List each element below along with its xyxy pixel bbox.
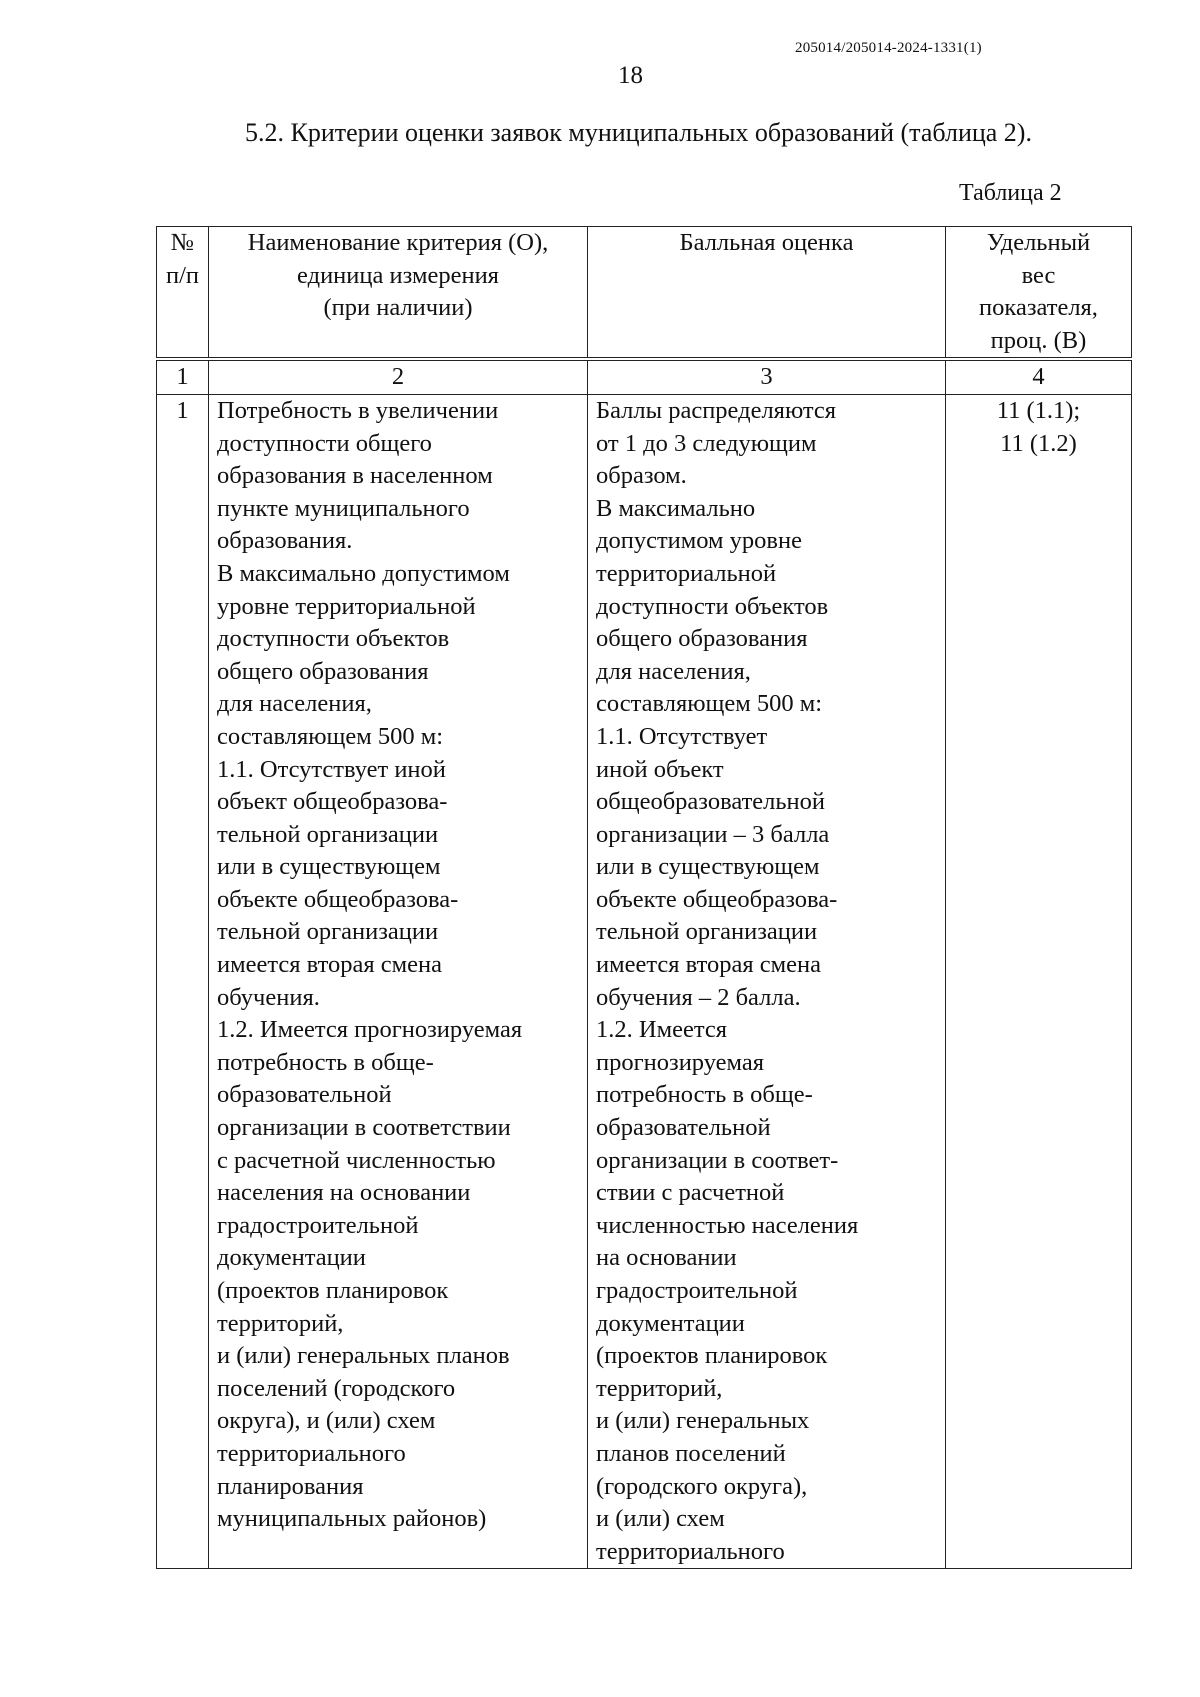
column-header-criterion: Наименование критерия (О), единица измерения (при наличии) xyxy=(209,227,588,360)
table-header-row xyxy=(157,227,1132,360)
row-number: 1 xyxy=(157,394,209,1568)
weight-cell: 11 (1.1); 11 (1.2) xyxy=(946,394,1132,1568)
table-row xyxy=(157,394,1132,1568)
section-heading: 5.2. Критерии оценки заявок муниципальных образований (таблица 2). xyxy=(245,118,1032,147)
column-header-number: № п/п xyxy=(157,227,209,360)
column-header-scoring: Балльная оценка xyxy=(588,227,946,360)
column-number-2: 2 xyxy=(209,359,588,394)
column-number-4: 4 xyxy=(946,359,1132,394)
column-number-row xyxy=(157,359,1132,394)
page-number: 18 xyxy=(618,62,643,89)
table-caption: Таблица 2 xyxy=(959,180,1062,206)
column-number-1: 1 xyxy=(157,359,209,394)
scoring-cell: Баллы распределяются от 1 до 3 следующим образом. В максимально допустимом уровне территориальной доступности объектов общего образования для населения, составляющем 500 м: 1.1. Отсутствует иной объект общеобразовательной организации – 3 балла или в существующем объекте общеобразова- тельной организации имеется вторая смена обучения – 2 балла. 1.2. Имеется прогнозируемая потребность в обще- образовательной организации в соответ- ствии с расчетной численностью населения на основании градостроительной документации (проектов планировок территорий, и (или) генеральных планов поселений (городского округа), и (или) схем территориального xyxy=(588,394,946,1568)
criteria-table xyxy=(156,226,1132,1569)
criterion-cell: Потребность в увеличении доступности общего образования в населенном пункте муниципального образования. В максимально допустимом уровне территориальной доступности объектов общего образования для населения, составляющем 500 м: 1.1. Отсутствует иной объект общеобразова- тельной организации или в существующем объекте общеобразова- тельной организации имеется вторая смена обучения. 1.2. Имеется прогнозируемая потребность в обще- образовательной организации в соответствии с расчетной численностью населения на основании градостроительной документации (проектов планировок территорий, и (или) генеральных планов поселений (городского округа), и (или) схем территориального планирования муниципальных районов) xyxy=(209,394,588,1568)
document-id: 205014/205014-2024-1331(1) xyxy=(795,40,982,56)
column-header-weight: Удельный вес показателя, проц. (В) xyxy=(946,227,1132,360)
column-number-3: 3 xyxy=(588,359,946,394)
